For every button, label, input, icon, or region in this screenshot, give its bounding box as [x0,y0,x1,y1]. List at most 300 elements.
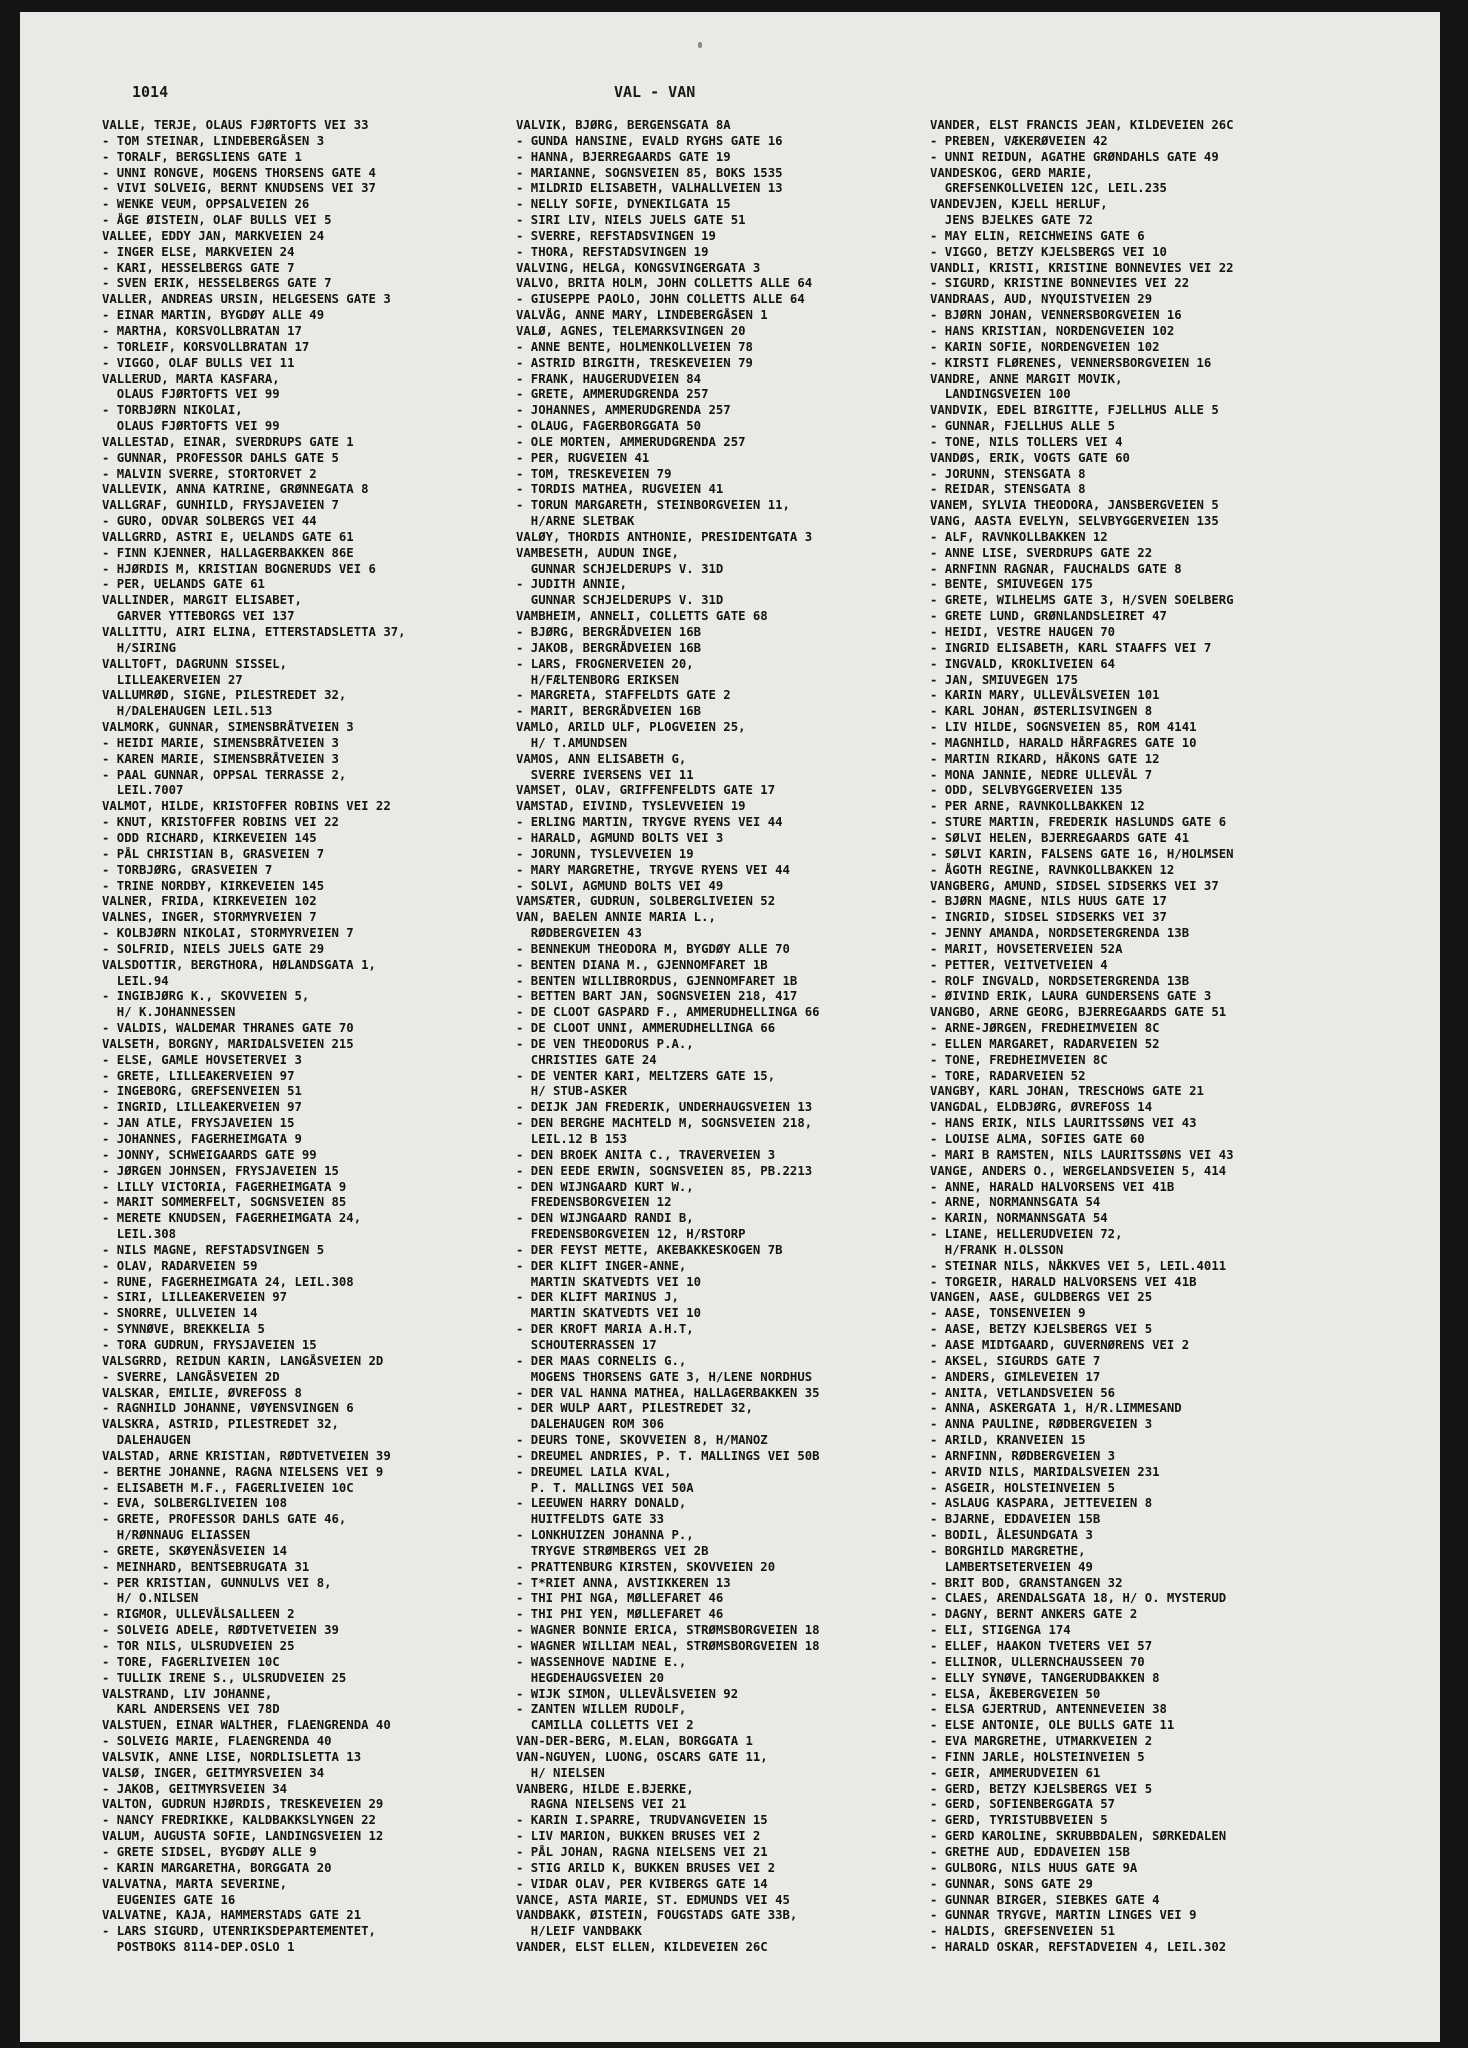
directory-entry-line: GARVER YTTEBORGS VEI 137 [102,609,295,624]
directory-entry-line: VALNES, INGER, STORMYRVEIEN 7 [102,910,317,925]
directory-entry-line: - VIGGO, OLAF BULLS VEI 11 [102,355,295,370]
directory-entry-line: - INGRID ELISABETH, KARL STAAFFS VEI 7 [930,640,1212,655]
dust-speck [698,42,702,48]
directory-entry-line: MOGENS THORSENS GATE 3, H/LENE NORDHUS [516,1369,813,1384]
directory-entry-line: MARTIN SKATVEDTS VEI 10 [516,1274,702,1289]
directory-entry-line: - ELLEN MARGARET, RADARVEIEN 52 [930,1036,1160,1051]
directory-entry-line: - SOLFRID, NIELS JUELS GATE 29 [102,941,325,956]
directory-entry-line: - MILDRID ELISABETH, VALHALLVEIEN 13 [516,181,783,196]
directory-entry-line: - BJARNE, EDDAVEIEN 15B [930,1512,1101,1527]
directory-entry-line: - FRANK, HAUGERUDVEIEN 84 [516,371,702,386]
directory-entry-line: - KARIN SOFIE, NORDENGVEIEN 102 [930,339,1160,354]
directory-entry-line: - ALF, RAVNKOLLBAKKEN 12 [930,529,1108,544]
directory-entry-line: - DE VENTER KARI, MELTZERS GATE 15, [516,1068,776,1083]
directory-entry-line: VALSTRAND, LIV JOHANNE, [102,1686,273,1701]
directory-entry-line: - MALVIN SVERRE, STORTORVET 2 [102,466,317,481]
directory-entry-line: VALSKAR, EMILIE, ØVREFOSS 8 [102,1385,302,1400]
directory-entry-line: VAN-NGUYEN, LUONG, OSCARS GATE 11, [516,1749,768,1764]
directory-entry-line: - JAKOB, GEITMYRSVEIEN 34 [102,1781,288,1796]
directory-entry-line: - JONNY, SCHWEIGAARDS GATE 99 [102,1147,317,1162]
directory-entry-line: - UNNI RONGVE, MOGENS THORSENS GATE 4 [102,165,376,180]
directory-entry-line: - SØLVI HELEN, BJERREGAARDS GATE 41 [930,830,1190,845]
directory-entry-line: - GERD, SOFIENBERGGATA 57 [930,1797,1116,1812]
directory-entry-line: - DEIJK JAN FREDERIK, UNDERHAUGSVEIEN 13 [516,1100,813,1115]
directory-entry-line: - UNNI REIDUN, AGATHE GRØNDAHLS GATE 49 [930,149,1219,164]
directory-entry-line: VALLITTU, AIRI ELINA, ETTERSTADSLETTA 37, [102,625,406,639]
directory-entry-line: VALMORK, GUNNAR, SIMENSBRÅTVEIEN 3 [102,720,354,735]
directory-entry-line: - ELSA GJERTRUD, ANTENNEVEIEN 38 [930,1702,1167,1717]
directory-entry-line: - TORE, FAGERLIVEIEN 10C [102,1654,280,1669]
directory-entry-line: VANDØS, ERIK, VOGTS GATE 60 [930,450,1130,465]
directory-entry-line: - SOLVEIG MARIE, FLAENGRENDA 40 [102,1734,332,1749]
directory-entry-line: - TORGEIR, HARALD HALVORSENS VEI 41B [930,1274,1197,1289]
directory-entry-line: VAN-DER-BERG, M.ELAN, BORGGATA 1 [516,1734,753,1749]
directory-entry-line: - PER, UELANDS GATE 61 [102,577,265,592]
directory-entry-line: VALVATNA, MARTA SEVERINE, [102,1876,288,1891]
directory-entry-line: - INGVALD, KROKLIVEIEN 64 [930,656,1116,671]
directory-entry-line: - DEURS TONE, SKOVVEIEN 8, H/MANOZ [516,1433,768,1448]
directory-entry-line: - MARI B RAMSTEN, NILS LAURITSSØNS VEI 43 [930,1147,1234,1162]
directory-entry-line: - MARIANNE, SOGNSVEIEN 85, BOKS 1535 [516,165,783,180]
directory-entry-line: - DER KLIFT INGER-ANNE, [516,1258,687,1273]
directory-entry-line: LEIL.7007 [102,783,184,798]
directory-entry-line: - INGEBORG, GREFSENVEIEN 51 [102,1084,302,1099]
directory-entry-line: P. T. MALLINGS VEI 50A [516,1480,694,1495]
directory-entry-line: - TORUN MARGARETH, STEINBORGVEIEN 11, [516,498,790,513]
directory-page [20,12,1440,2042]
directory-entry-line: - JENNY AMANDA, NORDSETERGRENDA 13B [930,926,1190,941]
directory-entry-line: - BORGHILD MARGRETHE, [930,1543,1086,1558]
directory-entry-line: HUITFELDTS GATE 33 [516,1512,665,1527]
directory-entry-line: - VIVI SOLVEIG, BERNT KNUDSENS VEI 37 [102,181,376,196]
directory-entry-line: - BENTEN WILLIBRORDUS, GJENNOMFARET 1B [516,973,798,988]
directory-entry-line: - JOHANNES, FAGERHEIMGATA 9 [102,1132,302,1146]
directory-entry-line: - GUNNAR, PROFESSOR DAHLS GATE 5 [102,450,339,465]
directory-entry-line: VALTON, GUDRUN HJØRDIS, TRESKEVEIEN 29 [102,1797,384,1812]
directory-entry-line: VALSVIK, ANNE LISE, NORDLISLETTA 13 [102,1749,362,1764]
directory-entry-line: - TONE, NILS TOLLERS VEI 4 [930,434,1123,449]
directory-column-3 [930,118,1348,1956]
directory-entry-line: - DREUMEL LAILA KVAL, [516,1464,672,1479]
directory-entry-line: - EVA MARGRETHE, UTMARKVEIEN 2 [930,1734,1153,1749]
directory-entry-line: - RIGMOR, ULLEVÅLSALLEEN 2 [102,1607,295,1622]
directory-entry-line: VALØY, THORDIS ANTHONIE, PRESIDENTGATA 3 [516,529,813,544]
directory-entry-line: - LIV HILDE, SOGNSVEIEN 85, ROM 4141 [930,720,1197,735]
directory-entry-line: - MARTIN RIKARD, HÅKONS GATE 12 [930,751,1160,766]
directory-entry-line: - SØLVI KARIN, FALSENS GATE 16, H/HOLMSEN [930,846,1234,861]
directory-entry-line: VALVIK, BJØRG, BERGENSGATA 8A [516,118,731,132]
directory-entry-line: - ARNFINN, RØDBERGVEIEN 3 [930,1448,1116,1463]
directory-entry-line: VANBERG, HILDE E.BJERKE, [516,1781,694,1796]
directory-entry-line: - TORA GUDRUN, FRYSJAVEIEN 15 [102,1337,317,1352]
directory-entry-line: - STIG ARILD K, BUKKEN BRUSES VEI 2 [516,1860,776,1875]
directory-entry-line: - DE CLOOT UNNI, AMMERUDHELLINGA 66 [516,1021,776,1036]
directory-entry-line: H/ K.JOHANNESSEN [102,1005,236,1020]
directory-entry-line: - SIGURD, KRISTINE BONNEVIES VEI 22 [930,276,1190,291]
directory-entry-line: - DEN EEDE ERWIN, SOGNSVEIEN 85, PB.2213 [516,1163,813,1178]
directory-entry-line: DALEHAUGEN [102,1433,191,1448]
directory-entry-line: H/FÆLTENBORG ERIKSEN [516,672,679,687]
directory-entry-line: H/SIRING [102,640,177,655]
directory-entry-line: VALMOT, HILDE, KRISTOFFER ROBINS VEI 22 [102,799,391,814]
directory-entry-line: - TORALF, BERGSLIENS GATE 1 [102,149,302,164]
directory-entry-line: - ODD RICHARD, KIRKEVEIEN 145 [102,830,317,845]
directory-entry-line: - JORUNN, STENSGATA 8 [930,466,1086,481]
directory-entry-line: - JUDITH ANNIE, [516,577,628,592]
directory-entry-line: - PÅL CHRISTIAN B, GRASVEIEN 7 [102,846,325,861]
directory-entry-line: VALUM, AUGUSTA SOFIE, LANDINGSVEIEN 12 [102,1829,384,1844]
directory-entry-line: - ELLY SYNØVE, TANGERUDBAKKEN 8 [930,1670,1160,1685]
directory-entry-line: - ZANTEN WILLEM RUDOLF, [516,1702,687,1717]
directory-entry-line: VANDRE, ANNE MARGIT MOVIK, [930,371,1123,386]
directory-entry-line: - MARIT, HOVSETERVEIEN 52A [930,941,1123,956]
directory-entry-line: EUGENIES GATE 16 [102,1892,236,1907]
directory-entry-line: H/FRANK H.OLSSON [930,1242,1064,1257]
directory-entry-line: VALSGRRD, REIDUN KARIN, LANGÅSVEIEN 2D [102,1353,384,1368]
directory-entry-line: H/ O.NILSEN [102,1591,199,1606]
directory-entry-line: - LEEUWEN HARRY DONALD, [516,1496,687,1511]
directory-entry-line: - OLAV, RADARVEIEN 59 [102,1258,258,1273]
directory-entry-line: - GRETE SIDSEL, BYGDØY ALLE 9 [102,1844,317,1859]
directory-entry-line: VALLUMRØD, SIGNE, PILESTREDET 32, [102,688,347,703]
directory-entry-line: VALLER, ANDREAS URSIN, HELGESENS GATE 3 [102,292,391,307]
directory-entry-line: - GRETE, LILLEAKERVEIEN 97 [102,1068,295,1083]
directory-entry-line: VAMSTAD, EIVIND, TYSLEVVEIEN 19 [516,799,746,814]
directory-entry-line: - JOHANNES, AMMERUDGRENDA 257 [516,403,731,418]
directory-entry-line: - ANNE, HARALD HALVORSENS VEI 41B [930,1179,1175,1194]
directory-entry-line: - MERETE KNUDSEN, FAGERHEIMGATA 24, [102,1211,362,1226]
directory-entry-line: VANGDAL, ELDBJØRG, ØVREFOSS 14 [930,1100,1153,1115]
directory-entry-line: - MARY MARGRETHE, TRYGVE RYENS VEI 44 [516,862,790,877]
directory-entry-line: GUNNAR SCHJELDERUPS V. 31D [516,561,724,576]
directory-entry-line: - MARIT, BERGRÅDVEIEN 16B [516,704,702,719]
directory-entry-line: - PER KRISTIAN, GUNNULVS VEI 8, [102,1575,332,1590]
directory-entry-line: - TORDIS MATHEA, RUGVEIEN 41 [516,482,724,497]
directory-entry-line: - NILS MAGNE, REFSTADSVINGEN 5 [102,1242,325,1257]
directory-entry-line: SVERRE IVERSENS VEI 11 [516,767,694,782]
directory-entry-line: - INGRID, LILLEAKERVEIEN 97 [102,1100,302,1115]
directory-entry-line: VALNER, FRIDA, KIRKEVEIEN 102 [102,894,317,909]
directory-entry-line: - BENTEN DIANA M., GJENNOMFARET 1B [516,957,768,972]
directory-entry-line: VANDESKOG, GERD MARIE, [930,165,1093,180]
directory-entry-line: H/DALEHAUGEN LEIL.513 [102,704,273,719]
directory-entry-line: VAMSÆTER, GUDRUN, SOLBERGLIVEIEN 52 [516,894,776,909]
directory-entry-line: VANGBERG, AMUND, SIDSEL SIDSERKS VEI 37 [930,878,1219,893]
directory-entry-line: LANDINGSVEIEN 100 [930,387,1071,402]
directory-entry-line: - JAKOB, BERGRÅDVEIEN 16B [516,640,702,655]
directory-entry-line: - KARI, HESSELBERGS GATE 7 [102,260,295,275]
directory-entry-line: - KARL JOHAN, ØSTERLISVINGEN 8 [930,704,1153,719]
directory-entry-line: - ASLAUG KASPARA, JETTEVEIEN 8 [930,1496,1153,1511]
directory-entry-line: - BENNEKUM THEODORA M, BYGDØY ALLE 70 [516,941,790,956]
directory-entry-line: - KNUT, KRISTOFFER ROBINS VEI 22 [102,815,339,830]
directory-entry-line: DALEHAUGEN ROM 306 [516,1417,665,1432]
directory-entry-line: - LOUISE ALMA, SOFIES GATE 60 [930,1132,1145,1146]
directory-entry-line: - HEIDI MARIE, SIMENSBRÅTVEIEN 3 [102,735,339,750]
directory-entry-line: VALVATNE, KAJA, HAMMERSTADS GATE 21 [102,1908,362,1923]
directory-entry-line: - DER KROFT MARIA A.H.T, [516,1322,694,1337]
directory-entry-line: VANG, AASTA EVELYN, SELVBYGGERVEIEN 135 [930,514,1219,529]
directory-entry-line: - BJØRG, BERGRÅDVEIEN 16B [516,625,702,639]
directory-entry-line: - INGIBJØRG K., SKOVVEIEN 5, [102,989,310,1004]
directory-entry-line: - DREUMEL ANDRIES, P. T. MALLINGS VEI 50B [516,1448,820,1463]
directory-entry-line: - KARIN I.SPARRE, TRUDVANGVEIEN 15 [516,1813,768,1828]
directory-entry-line: VALLINDER, MARGIT ELISABET, [102,593,302,608]
directory-entry-line: - SVERRE, LANGÅSVEIEN 2D [102,1369,280,1384]
directory-entry-line: - WIJK SIMON, ULLEVÅLSVEIEN 92 [516,1686,739,1701]
directory-entry-line: VALSKRA, ASTRID, PILESTREDET 32, [102,1417,339,1432]
directory-entry-line: - DEN WIJNGAARD RANDI B, [516,1211,694,1226]
directory-entry-line: - BODIL, ÅLESUNDGATA 3 [930,1528,1093,1543]
directory-entry-line: - TORLEIF, KORSVOLLBRATAN 17 [102,339,310,354]
directory-column-1 [102,118,520,1956]
directory-entry-line: VALVO, BRITA HOLM, JOHN COLLETTS ALLE 64 [516,276,813,291]
directory-entry-line: - VALDIS, WALDEMAR THRANES GATE 70 [102,1021,354,1036]
directory-entry-line: LAMBERTSETERVEIEN 49 [930,1559,1093,1574]
directory-entry-line: - AASE, BETZY KJELSBERGS VEI 5 [930,1322,1153,1337]
directory-entry-line: - FINN JARLE, HOLSTEINVEIEN 5 [930,1749,1145,1764]
directory-entry-line: - SOLVEIG ADELE, RØDTVETVEIEN 39 [102,1623,339,1638]
directory-entry-line: - MEINHARD, BENTSEBRUGATA 31 [102,1559,310,1574]
directory-entry-line: VAMBHEIM, ANNELI, COLLETTS GATE 68 [516,609,768,624]
directory-entry-line: - ÅGOTH REGINE, RAVNKOLLBAKKEN 12 [930,862,1175,877]
directory-entry-line: POSTBOKS 8114-DEP.OSLO 1 [102,1940,295,1955]
directory-entry-line: - GERD, TYRISTUBBVEIEN 5 [930,1813,1108,1828]
directory-entry-line: - THORA, REFSTADSVINGEN 19 [516,244,709,259]
directory-entry-line: - ANNE BENTE, HOLMENKOLLVEIEN 78 [516,339,753,354]
directory-entry-line: - BRIT BOD, GRANSTANGEN 32 [930,1575,1123,1590]
directory-entry-line: - PAAL GUNNAR, OPPSAL TERRASSE 2, [102,767,347,782]
directory-entry-line: - HANNA, BJERREGAARDS GATE 19 [516,149,731,164]
directory-entry-line: VANEM, SYLVIA THEODORA, JANSBERGVEIEN 5 [930,498,1219,513]
directory-entry-line: - AKSEL, SIGURDS GATE 7 [930,1353,1101,1368]
directory-entry-line: - OLE MORTEN, AMMERUDGRENDA 257 [516,434,746,449]
directory-entry-line: TRYGVE STRØMBERGS VEI 2B [516,1543,709,1558]
directory-entry-line: JENS BJELKES GATE 72 [930,213,1093,228]
directory-entry-line: H/RØNNAUG ELIASSEN [102,1528,251,1543]
directory-entry-line: - THI PHI NGA, MØLLEFARET 46 [516,1591,724,1606]
directory-entry-line: VAMBESETH, AUDUN INGE, [516,545,679,560]
directory-entry-line: - GUNNAR, FJELLHUS ALLE 5 [930,419,1116,434]
directory-entry-line: - SVERRE, REFSTADSVINGEN 19 [516,228,716,243]
directory-entry-line: - JAN, SMIUVEGEN 175 [930,672,1079,687]
directory-entry-line: - BENTE, SMIUVEGEN 175 [930,577,1093,592]
directory-entry-line: - RUNE, FAGERHEIMGATA 24, LEIL.308 [102,1274,354,1289]
directory-entry-line: - BJØRN JOHAN, VENNERSBORGVEIEN 16 [930,308,1182,323]
directory-entry-line: - FINN KJENNER, HALLAGERBAKKEN 86E [102,545,354,560]
directory-entry-line: - BETTEN BART JAN, SOGNSVEIEN 218, 417 [516,989,798,1004]
directory-entry-line: VALLERUD, MARTA KASFARA, [102,371,280,386]
directory-entry-line: - GIUSEPPE PAOLO, JOHN COLLETTS ALLE 64 [516,292,805,307]
directory-entry-line: - ERLING MARTIN, TRYGVE RYENS VEI 44 [516,815,783,830]
directory-entry-line: - ARILD, KRANVEIEN 15 [930,1433,1086,1448]
directory-entry-line: VANDEVJEN, KJELL HERLUF, [930,197,1108,212]
directory-entry-line: - HARALD OSKAR, REFSTADVEIEN 4, LEIL.302 [930,1940,1227,1955]
directory-entry-line: - GRETE, AMMERUDGRENDA 257 [516,387,709,402]
directory-entry-line: VALØ, AGNES, TELEMARKSVINGEN 20 [516,323,746,338]
directory-entry-line: - HEIDI, VESTRE HAUGEN 70 [930,625,1116,639]
directory-entry-line: VAN, BAELEN ANNIE MARIA L., [516,910,716,925]
directory-entry-line: - TULLIK IRENE S., ULSRUDVEIEN 25 [102,1670,347,1685]
directory-entry-line: LEIL.12 B 153 [516,1132,628,1146]
directory-entry-line: - LIANE, HELLERUDVEIEN 72, [930,1227,1123,1242]
directory-entry-line: - GUNNAR TRYGVE, MARTIN LINGES VEI 9 [930,1908,1197,1923]
directory-entry-line: - ANDERS, GIMLEVEIEN 17 [930,1369,1101,1384]
directory-entry-line: - INGER ELSE, MARKVEIEN 24 [102,244,295,259]
page-number: 1014 [132,83,169,101]
directory-entry-line: FREDENSBORGVEIEN 12, H/RSTORP [516,1227,746,1242]
directory-entry-line: - RAGNHILD JOHANNE, VØYENSVINGEN 6 [102,1401,354,1416]
directory-entry-line: - VIDAR OLAV, PER KVIBERGS GATE 14 [516,1876,768,1891]
directory-entry-line: LEIL.308 [102,1227,177,1242]
directory-entry-line: - INGRID, SIDSEL SIDSERKS VEI 37 [930,910,1167,925]
directory-entry-line: - TOR NILS, ULSRUDVEIEN 25 [102,1639,295,1653]
directory-entry-line: - TOM, TRESKEVEIEN 79 [516,466,672,481]
directory-entry-line: GUNNAR SCHJELDERUPS V. 31D [516,593,724,608]
directory-entry-line: - SOLVI, AGMUND BOLTS VEI 49 [516,878,724,893]
directory-entry-line: - KAREN MARIE, SIMENSBRÅTVEIEN 3 [102,751,339,766]
directory-entry-line: - KARIN MARY, ULLEVÅLSVEIEN 101 [930,688,1160,703]
directory-entry-line: - MAY ELIN, REICHWEINS GATE 6 [930,228,1145,243]
directory-entry-line: - KIRSTI FLØRENES, VENNERSBORGVEIEN 16 [930,355,1212,370]
directory-entry-line: H/ STUB-ASKER [516,1084,628,1099]
directory-entry-line: VANCE, ASTA MARIE, ST. EDMUNDS VEI 45 [516,1892,790,1907]
directory-entry-line: - GRETE LUND, GRØNLANDSLEIRET 47 [930,609,1167,624]
directory-entry-line: - KARIN, NORMANNSGATA 54 [930,1211,1108,1226]
directory-entry-line: - ØIVIND ERIK, LAURA GUNDERSENS GATE 3 [930,989,1212,1004]
directory-entry-line: - DAGNY, BERNT ANKERS GATE 2 [930,1607,1138,1622]
directory-entry-line: CHRISTIES GATE 24 [516,1052,657,1067]
directory-entry-line: - HJØRDIS M, KRISTIAN BOGNERUDS VEI 6 [102,561,376,576]
directory-entry-line: VALSTUEN, EINAR WALTHER, FLAENGRENDA 40 [102,1718,391,1733]
directory-entry-line: - ANNA PAULINE, RØDBERGVEIEN 3 [930,1417,1153,1432]
directory-entry-line: SCHOUTERRASSEN 17 [516,1337,657,1352]
directory-entry-line: - DER FEYST METTE, AKEBAKKESKOGEN 7B [516,1242,783,1257]
directory-entry-line: - HALDIS, GREFSENVEIEN 51 [930,1924,1116,1939]
directory-entry-line: - WAGNER WILLIAM NEAL, STRØMSBORGVEIEN 18 [516,1639,820,1653]
directory-entry-line: VANGE, ANDERS O., WERGELANDSVEIEN 5, 414 [930,1163,1227,1178]
directory-entry-line: H/ NIELSEN [516,1765,605,1780]
directory-entry-line: - PÅL JOHAN, RAGNA NIELSENS VEI 21 [516,1844,768,1859]
directory-entry-line: - PREBEN, VÆKERØVEIEN 42 [930,133,1108,148]
directory-entry-line: H/ T.AMUNDSEN [516,735,628,750]
directory-entry-line: VALLTOFT, DAGRUNN SISSEL, [102,656,288,671]
directory-entry-line: - VIGGO, BETZY KJELSBERGS VEI 10 [930,244,1167,259]
directory-entry-line: VANDER, ELST FRANCIS JEAN, KILDEVEIEN 26C [930,118,1234,132]
directory-entry-line: - ELLEF, HAAKON TVETERS VEI 57 [930,1639,1153,1653]
directory-entry-line: VALLEE, EDDY JAN, MARKVEIEN 24 [102,228,325,243]
directory-entry-line: VALVÅG, ANNE MARY, LINDEBERGÅSEN 1 [516,308,768,323]
directory-entry-line: - GUNDA HANSINE, EVALD RYGHS GATE 16 [516,133,783,148]
directory-entry-line: VANDVIK, EDEL BIRGITTE, FJELLHUS ALLE 5 [930,403,1219,418]
directory-entry-line: - EINAR MARTIN, BYGDØY ALLE 49 [102,308,325,323]
directory-entry-line: - TONE, FREDHEIMVEIEN 8C [930,1052,1108,1067]
directory-entry-line: - PER, RUGVEIEN 41 [516,450,650,465]
directory-entry-line: - ASGEIR, HOLSTEINVEIEN 5 [930,1480,1116,1495]
directory-entry-line: LILLEAKERVEIEN 27 [102,672,243,687]
directory-entry-line: - GERD KAROLINE, SKRUBBDALEN, SØRKEDALEN [930,1829,1227,1844]
directory-entry-line: - AASE, TONSENVEIEN 9 [930,1306,1086,1321]
directory-entry-line: VALLESTAD, EINAR, SVERDRUPS GATE 1 [102,434,354,449]
directory-entry-line: - KOLBJØRN NIKOLAI, STORMYRVEIEN 7 [102,926,354,941]
directory-entry-line: VANDBAKK, ØISTEIN, FOUGSTADS GATE 33B, [516,1908,798,1923]
directory-entry-line: - DEN BERGHE MACHTELD M, SOGNSVEIEN 218, [516,1116,813,1131]
directory-entry-line: - TORE, RADARVEIEN 52 [930,1068,1086,1083]
directory-entry-line: - ELISABETH M.F., FAGERLIVEIEN 10C [102,1480,354,1495]
directory-entry-line: - LIV MARION, BUKKEN BRUSES VEI 2 [516,1829,761,1844]
directory-entry-line: - NANCY FREDRIKKE, KALDBAKKSLYNGEN 22 [102,1813,376,1828]
directory-entry-line: - GUNNAR BIRGER, SIEBKES GATE 4 [930,1892,1160,1907]
directory-entry-line: - ASTRID BIRGITH, TRESKEVEIEN 79 [516,355,753,370]
directory-entry-line: - ARVID NILS, MARIDALSVEIEN 231 [930,1464,1160,1479]
directory-entry-line: - LILLY VICTORIA, FAGERHEIMGATA 9 [102,1179,347,1194]
directory-entry-line: VALLEVIK, ANNA KATRINE, GRØNNEGATA 8 [102,482,369,497]
directory-entry-line: - DER MAAS CORNELIS G., [516,1353,687,1368]
directory-entry-line: - REIDAR, STENSGATA 8 [930,482,1086,497]
directory-entry-line: KARL ANDERSENS VEI 78D [102,1702,280,1717]
directory-entry-line: OLAUS FJØRTOFTS VEI 99 [102,419,280,434]
directory-entry-line: VAMOS, ANN ELISABETH G, [516,751,687,766]
directory-entry-line: VALSØ, INGER, GEITMYRSVEIEN 34 [102,1765,325,1780]
directory-entry-line: - LONKHUIZEN JOHANNA P., [516,1528,694,1543]
directory-entry-line: VANDRAAS, AUD, NYQUISTVEIEN 29 [930,292,1153,307]
directory-entry-line: - ELSE ANTONIE, OLE BULLS GATE 11 [930,1718,1175,1733]
directory-entry-line: OLAUS FJØRTOFTS VEI 99 [102,387,280,402]
directory-entry-line: - ELLINOR, ULLERNCHAUSSEEN 70 [930,1654,1145,1669]
directory-entry-line: - DER VAL HANNA MATHEA, HALLAGERBAKKEN 35 [516,1385,820,1400]
directory-column-2 [516,118,934,1956]
directory-entry-line: - TRINE NORDBY, KIRKEVEIEN 145 [102,878,325,893]
directory-entry-line: MARTIN SKATVEDTS VEI 10 [516,1306,702,1321]
directory-entry-line: - KARIN MARGARETHA, BORGGATA 20 [102,1860,332,1875]
directory-entry-line: - ROLF INGVALD, NORDSETERGRENDA 13B [930,973,1190,988]
directory-entry-line: - GRETE, WILHELMS GATE 3, H/SVEN SOELBERG [930,593,1234,608]
directory-entry-line: - BJØRN MAGNE, NILS HUUS GATE 17 [930,894,1167,909]
directory-entry-line: - SYNNØVE, BREKKELIA 5 [102,1322,265,1337]
directory-entry-line: - OLAUG, FAGERBORGGATA 50 [516,419,702,434]
directory-entry-line: - STURE MARTIN, FREDERIK HASLUNDS GATE 6 [930,815,1227,830]
directory-entry-line: LEIL.94 [102,973,169,988]
directory-entry-line: - JAN ATLE, FRYSJAVEIEN 15 [102,1116,295,1131]
directory-entry-line: - JØRGEN JOHNSEN, FRYSJAVEIEN 15 [102,1163,339,1178]
directory-entry-line: VALVING, HELGA, KONGSVINGERGATA 3 [516,260,761,275]
directory-entry-line: - ELSE, GAMLE HOVSETERVEI 3 [102,1052,302,1067]
directory-entry-line: - PETTER, VEITVETVEIEN 4 [930,957,1108,972]
directory-entry-line: - DER KLIFT MARINUS J, [516,1290,679,1305]
directory-entry-line: - MARIT SOMMERFELT, SOGNSVEIEN 85 [102,1195,347,1210]
directory-entry-line: - STEINAR NILS, NÅKKVES VEI 5, LEIL.4011 [930,1258,1227,1273]
directory-entry-line: - DEN WIJNGAARD KURT W., [516,1179,694,1194]
directory-entry-line: - HANS ERIK, NILS LAURITSSØNS VEI 43 [930,1116,1197,1131]
directory-entry-line: - GURO, ODVAR SOLBERGS VEI 44 [102,514,317,529]
directory-entry-line: - LARS SIGURD, UTENRIKSDEPARTEMENTET, [102,1924,376,1939]
directory-entry-line: VAMSET, OLAV, GRIFFENFELDTS GATE 17 [516,783,776,798]
directory-entry-line: HEGDEHAUGSVEIEN 20 [516,1670,665,1685]
directory-entry-line: VANGBO, ARNE GEORG, BJERREGAARDS GATE 51 [930,1005,1227,1020]
directory-entry-line: - DE VEN THEODORUS P.A., [516,1036,694,1051]
directory-entry-line: - ANNE LISE, SVERDRUPS GATE 22 [930,545,1153,560]
directory-entry-line: - JORUNN, TYSLEVVEIEN 19 [516,846,694,861]
directory-entry-line: - DEN BROEK ANITA C., TRAVERVEIEN 3 [516,1147,776,1162]
directory-entry-line: - WAGNER BONNIE ERICA, STRØMSBORGVEIEN 18 [516,1623,820,1638]
directory-entry-line: - T*RIET ANNA, AVSTIKKEREN 13 [516,1575,731,1590]
directory-entry-line: - HARALD, AGMUND BOLTS VEI 3 [516,830,724,845]
directory-entry-line: - GEIR, AMMERUDVEIEN 61 [930,1765,1101,1780]
directory-entry-line: - BERTHE JOHANNE, RAGNA NIELSENS VEI 9 [102,1464,384,1479]
directory-entry-line: - GERD, BETZY KJELSBERGS VEI 5 [930,1781,1153,1796]
directory-entry-line: - ELSA, ÅKEBERGVEIEN 50 [930,1686,1101,1701]
directory-entry-line: VANGEN, AASE, GULDBERGS VEI 25 [930,1290,1153,1305]
